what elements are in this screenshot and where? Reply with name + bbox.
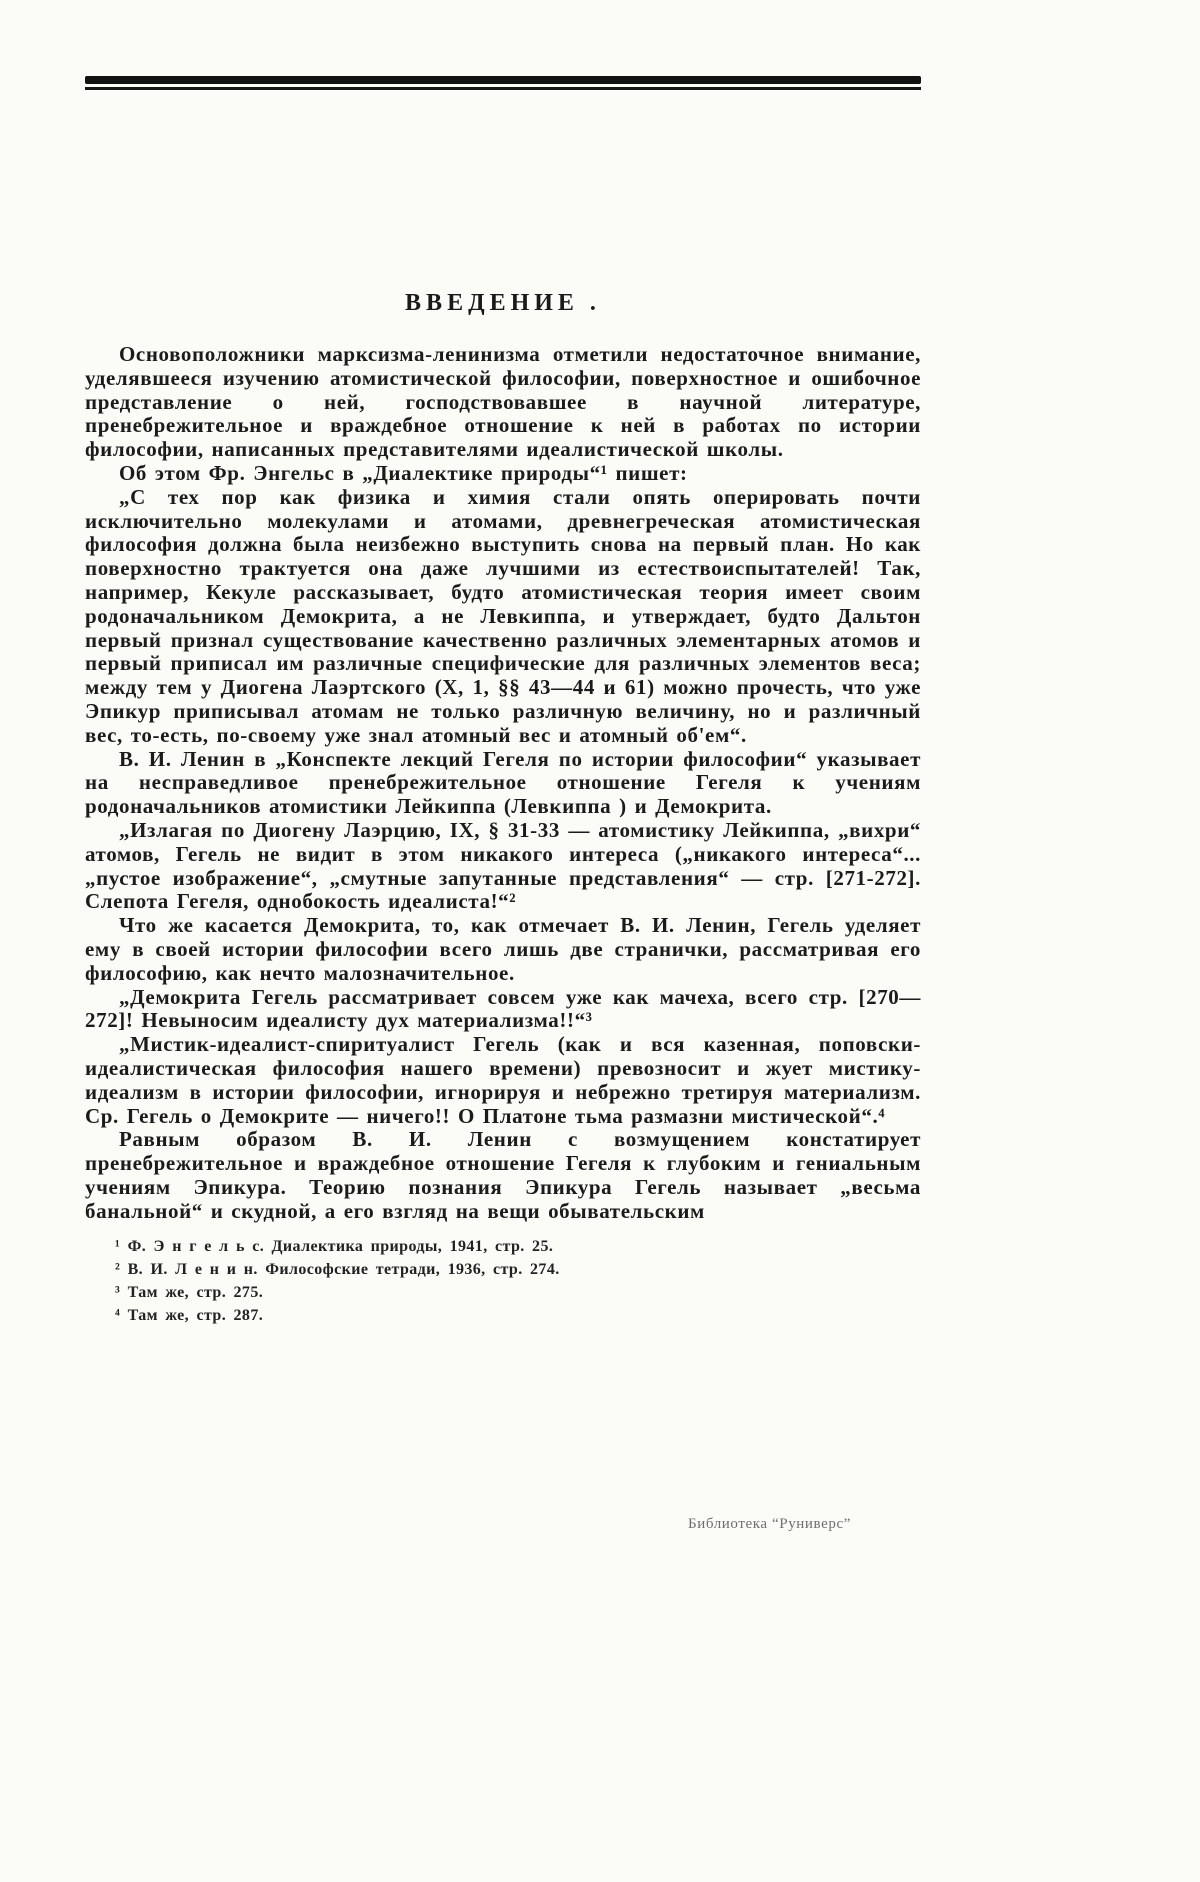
paragraph: Равным образом В. И. Ленин с возмущением констатирует пренебрежительное и враждебное отношение Гегеля к глубоким и гениальным учениям Эпикура. Теорию познания Эпикура Гегель называет „весьма банальной“ и скудной, а его взгляд на вещи обывательским bbox=[85, 1127, 921, 1223]
paragraph: „Мистик-идеалист-спиритуалист Гегель (как и вся казенная, поповски-идеалистическая философия нашего времени) превозносит и жует мистику-идеализм в истории философии, игнорируя и небрежно третируя материализм. Ср. Гегель о Демокрите — ничего!! О Платоне тьма размазни мистической“.⁴ bbox=[85, 1032, 921, 1128]
paragraph: Что же касается Демокрита, то, как отмечает В. И. Ленин, Гегель уделяет ему в своей истории философии всего лишь две странички, рассматривая его философию, как нечто малозначительное. bbox=[85, 913, 921, 985]
footnote: ² В. И. Л е н и н. Философские тетради, 1936, стр. 274. bbox=[115, 1261, 560, 1279]
body-text bbox=[85, 343, 921, 1223]
header-rule-thick bbox=[85, 76, 921, 84]
library-watermark: Библиотека “Руниверс” bbox=[688, 1516, 852, 1532]
text-column bbox=[85, 0, 921, 1327]
chapter-title: ВВЕДЕНИЕ . bbox=[405, 290, 601, 316]
paragraph: Об этом Фр. Энгельс в „Диалектике природы“¹ пишет: bbox=[119, 460, 688, 485]
footnote: ¹ Ф. Э н г е л ь с. Диалектика природы, 1941, стр. 25. bbox=[115, 1238, 554, 1256]
paragraph: „Излагая по Диогену Лаэрцию, IX, § 31-33 — атомистику Лейкиппа, „вихри“ атомов, Гегель не видит в этом никакого интереса („никакого интереса“... „пустое изображение“, „смутные запутанные представления“ — стр. [271-272]. Слепота Гегеля, однобокость идеалиста!“² bbox=[85, 817, 921, 914]
footnote: ³ Там же, стр. 275. bbox=[115, 1284, 264, 1302]
footnotes-block bbox=[85, 1235, 921, 1327]
footnote: ⁴ Там же, стр. 287. bbox=[115, 1307, 264, 1325]
paragraph: В. И. Ленин в „Конспекте лекций Гегеля по истории философии“ указывает на несправедливое пренебрежительное отношение Гегеля к учениям родоначальников атомистики Лейкиппа (Левкиппа ) и Демокрита. bbox=[85, 746, 921, 819]
header-rule-thin bbox=[85, 87, 921, 90]
paragraph: „С тех пор как физика и химия стали опять оперировать почти исключительно молекулами и атомами, древнегреческая атомистическая философия должна была неизбежно выступить снова на первый план. Но как поверхностно трактуется она даже лучшими из естествоиспытателей! Так, например, Кекуле рассказывает, будто атомистическая теория имеет своим родоначальником Демокрита, а не Левкиппа, и утверждает, будто Дальтон первый признал существование качественно различных элементарных атомов и первый приписал им различные специфические для различных элементов веса; между тем у Диогена Лаэртского (X, 1, §§ 43—44 и 61) можно прочесть, что уже Эпикур приписывал атомам не только различную величину, но и различный вес, то-есть, по-своему уже знал атомный вес и атомный об'ем“. bbox=[85, 484, 921, 747]
paragraph: „Демокрита Гегель рассматривает совсем уже как мачеха, всего стр. [270—272]! Невыносим идеалисту дух материализма!!“³ bbox=[85, 984, 921, 1033]
paragraph: Основоположники марксизма-ленинизма отметили недостаточное внимание, уделявшееся изучению атомистической философии, поверхностное и ошибочное представление о ней, господствовавшее в научной литературе, пренебрежительное и враждебное отношение к ней в работах по истории философии, написанных представителями идеалистической школы. bbox=[85, 342, 921, 462]
